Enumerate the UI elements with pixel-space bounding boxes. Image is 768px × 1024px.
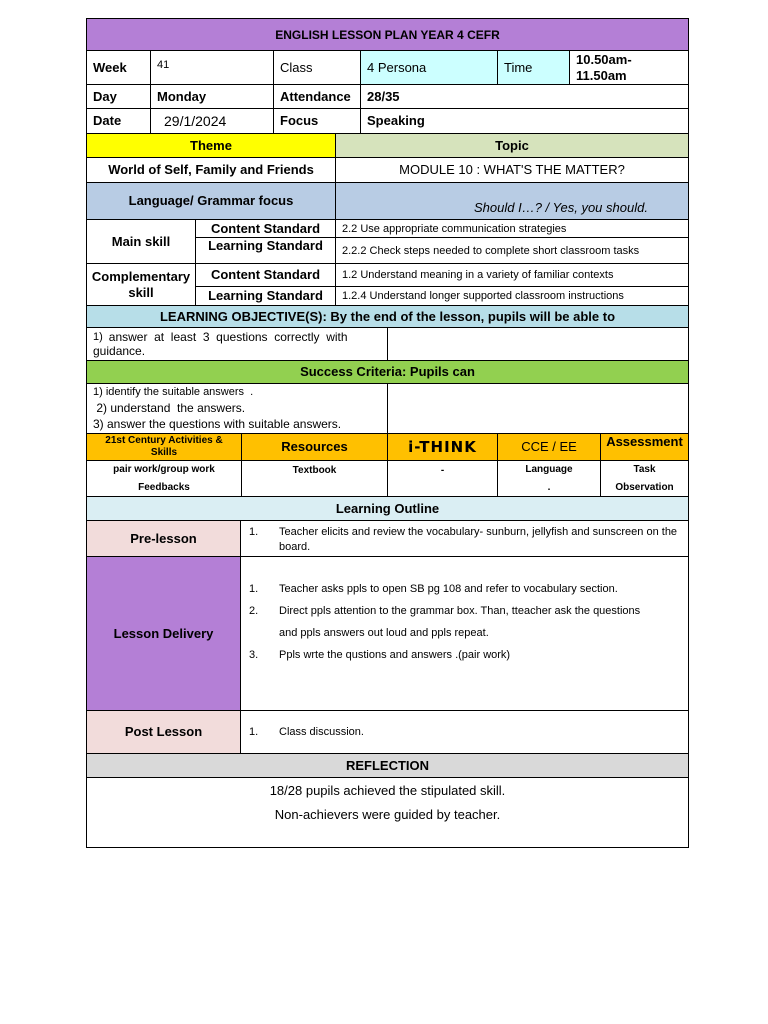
date-value: 29/1/2024 xyxy=(150,108,274,134)
step-number xyxy=(249,622,279,644)
cce-value xyxy=(497,460,601,497)
topic-value: MODULE 10 : WHAT'S THE MATTER? xyxy=(335,157,689,183)
ithink-heading xyxy=(387,433,498,461)
outline-step xyxy=(249,622,680,644)
reflection-line-1: 18/28 pupils achieved the stipulated skill. xyxy=(269,783,506,798)
ithink-logo: i-THINK xyxy=(408,438,477,456)
outline-step xyxy=(249,525,680,555)
step-text: Teacher asks ppls to open SB pg 108 and refer to vocabulary section. xyxy=(279,583,618,595)
learning-objectives-heading: LEARNING OBJECTIVE(S): By the end of the lesson, pupils will be able to xyxy=(86,305,689,328)
post-lesson-content xyxy=(240,710,689,754)
success-item-3: 3) answer the questions with suitable answers. xyxy=(93,417,342,431)
date-label: Date xyxy=(86,108,151,134)
resources-heading: Resources xyxy=(241,433,388,461)
objective-line-1 xyxy=(93,330,381,344)
time-value-line-2: 11.50am xyxy=(576,68,627,83)
reflection-content xyxy=(86,777,689,848)
step-number: 1. xyxy=(249,726,259,738)
lesson-delivery-content xyxy=(240,556,689,711)
day-value: Monday xyxy=(150,84,274,109)
assessment-value-line-1: Task xyxy=(633,463,656,475)
step-text: Teacher elicits and review the vocabulary- sunburn, jellyfish and sunscreen on the board. xyxy=(279,526,678,553)
activities-21st-heading-line-2: Skills xyxy=(150,447,178,458)
attendance-label: Attendance xyxy=(273,84,361,109)
main-learning-standard-value: 2.2.2 Check steps needed to complete short classroom tasks xyxy=(335,237,689,264)
time-label: Time xyxy=(497,50,570,85)
learning-outline-heading: Learning Outline xyxy=(86,496,689,521)
class-label: Class xyxy=(273,50,361,85)
success-criteria-empty-cell xyxy=(387,383,689,434)
outline-step xyxy=(249,578,680,600)
comp-content-standard-value: 1.2 Understand meaning in a variety of familiar contexts xyxy=(335,263,689,287)
assessment-value-line-2: Observation xyxy=(615,481,674,493)
day-label: Day xyxy=(86,84,151,109)
objective-text-1: answer at least 3 questions correctly with xyxy=(108,330,348,344)
success-criteria-heading: Success Criteria: Pupils can xyxy=(86,360,689,384)
comp-learning-standard-label: Learning Standard xyxy=(195,286,336,306)
complementary-skill-label-line-2: skill xyxy=(128,284,154,300)
step-text: and ppls answers out loud and ppls repeat. xyxy=(279,627,489,639)
step-number: 3. xyxy=(249,649,259,661)
cce-value-line-1: Language xyxy=(525,463,573,475)
resources-value: Textbook xyxy=(241,460,388,497)
reflection-line-2: Non-achievers were guided by teacher. xyxy=(274,807,501,822)
focus-label: Focus xyxy=(273,108,361,134)
objective-number: 1) xyxy=(93,331,103,343)
activities-21st-value-line-2: Feedbacks xyxy=(138,481,190,493)
attendance-value: 28/35 xyxy=(360,84,689,109)
learning-objectives-empty-cell xyxy=(387,327,689,361)
complementary-skill-label xyxy=(86,263,196,306)
success-item-2: 2) understand the answers. xyxy=(93,401,246,415)
step-text: Ppls wrte the qustions and answers .(pair work) xyxy=(279,649,511,661)
outline-step xyxy=(249,721,680,743)
learning-objectives-cell xyxy=(86,327,388,361)
time-value xyxy=(569,50,689,85)
step-text: Direct ppls attention to the grammar box. Than, tteacher ask the questions xyxy=(279,605,641,617)
lesson-plan-title: ENGLISH LESSON PLAN YEAR 4 CEFR xyxy=(86,18,689,51)
topic-heading: Topic xyxy=(335,133,689,158)
complementary-skill-label-line-1: Complementary xyxy=(91,268,191,284)
objective-line-2: guidance. xyxy=(93,344,146,358)
pre-lesson-label: Pre-lesson xyxy=(86,520,241,557)
lesson-delivery-steps xyxy=(249,578,680,666)
step-number: 2. xyxy=(249,605,259,617)
step-number: 1. xyxy=(249,526,259,538)
main-learning-standard-label: Learning Standard xyxy=(195,237,336,264)
main-skill-label: Main skill xyxy=(86,219,196,264)
activities-21st-value xyxy=(86,460,242,497)
time-value-line-1: 10.50am- xyxy=(576,52,632,67)
success-item-1: 1) identify the suitable answers . xyxy=(93,386,254,398)
main-content-standard-value: 2.2 Use appropriate communication strategies xyxy=(335,219,689,238)
outline-step xyxy=(249,600,680,622)
outline-step xyxy=(249,644,680,666)
grammar-value: Should I…? / Yes, you should. xyxy=(335,182,689,220)
grammar-label: Language/ Grammar focus xyxy=(86,182,336,220)
comp-content-standard-label: Content Standard xyxy=(195,263,336,287)
cce-heading: CCE / EE xyxy=(497,433,601,461)
assessment-heading: Assessment xyxy=(600,433,689,461)
activities-21st-heading-line-1: 21st Century Activities & xyxy=(105,435,223,446)
theme-heading: Theme xyxy=(86,133,336,158)
week-label: Week xyxy=(86,50,151,85)
post-lesson-label: Post Lesson xyxy=(86,710,241,754)
activities-21st-value-line-1: pair work/group work xyxy=(113,463,215,475)
ithink-value: - xyxy=(387,460,498,497)
reflection-heading: REFLECTION xyxy=(86,753,689,778)
class-value: 4 Persona xyxy=(360,50,498,85)
main-content-standard-label: Content Standard xyxy=(195,219,336,238)
cce-value-line-2: . xyxy=(547,481,551,493)
pre-lesson-content xyxy=(240,520,689,557)
success-criteria-cell xyxy=(86,383,388,434)
week-value: 41 xyxy=(150,50,274,85)
theme-value: World of Self, Family and Friends xyxy=(86,157,336,183)
focus-value: Speaking xyxy=(360,108,689,134)
lesson-delivery-label: Lesson Delivery xyxy=(86,556,241,711)
pre-lesson-steps xyxy=(249,525,680,555)
activities-21st-heading xyxy=(86,433,242,461)
assessment-value xyxy=(600,460,689,497)
comp-learning-standard-value: 1.2.4 Understand longer supported classroom instructions xyxy=(335,286,689,306)
post-lesson-steps xyxy=(249,721,680,743)
step-number: 1. xyxy=(249,583,259,595)
step-text: Class discussion. xyxy=(279,726,364,738)
